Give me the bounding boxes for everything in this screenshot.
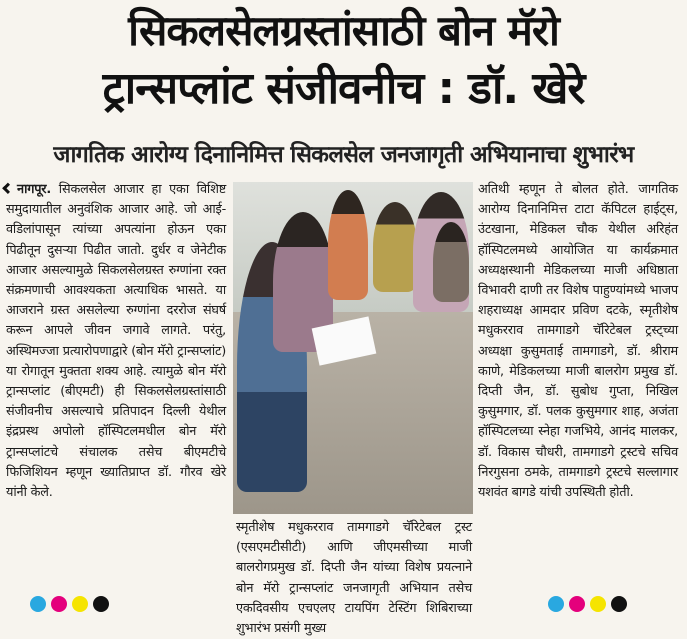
cyan-dot	[548, 596, 564, 612]
article-text-col1: सिकलसेल आजार हा एका विशिष्ट समुदायातील अनुवंशिक आजार आहे. जो आई-वडिलांपासून त्यांच्या अपत्यांना होऊन एका पिढीतून दुसऱ्या पिढीत जातो. दुर्धर व जेनेटीक आजार असल्यामुळे सिकलसेलग्रस्त रुग्णांना रक्त संक्रमणाची आवश्यकता अत्याधिक भासते. या आजराने ग्रस्त असलेल्या रुग्णांना दररोज संघर्ष करून आपले जीवन जगावे लागते. परंतु, अस्थिमज्जा प्रत्यारोपणाद्वारे (बोन मॅरो ट्रान्सप्लांट) या रोगातून मुक्तता शक्य आहे. त्यामुळे बोन मॅरो ट्रान्सप्लांट (बीएमटी) ही सिकलसेलग्रस्तांसाठी संजीवनीच असल्याचे प्रतिपादन दिल्ली येथील इंद्रप्रस्थ अपोलो हॉस्पिटलमधील बोन मॅरो ट्रान्सप्लांटचे संचालक तसेच बीएमटीचे फिजिशियन म्हणून ख्यातिप्राप्त डॉ. गौरव खेरे यांनी केले.	[6, 182, 226, 501]
article-text-col3: अतिथी म्हणून ते बोलत होते. जागतिक आरोग्य दिनानिमित्त टाटा कॅपिटल हाईट्स, उंटखाना, मेडिकल चौक येथील अरिहंत हॉस्पिटलमध्ये आयोजित या कार्यक्रमात अध्यक्षस्थानी मेडिकलच्या माजी अधिष्ठाता विभावरी दाणी तर विशेष पाहुण्यांमध्ये भाजप शहराध्यक्ष आमदार प्रविण दटके, स्मृतीशेष मधुकरराव तामगाडगे चॅरिटेबल ट्रस्ट्च्या अध्यक्षा कुसुमताई तामगाडगे, डॉ. श्रीराम काणे, मेडिकलच्या माजी बालरोग प्रमुख डॉ. दिप्ती जैन, डॉ. सुबोध गुप्ता, निखिल कुसुमगार, डॉ. पलक कुसुमगार शाह, अजंता हॉस्पिटलच्या स्नेहा गजभिये, आनंद मालकर, डॉ. विकास चौधरी, तामगाडगे ट्रस्टचे सचिव निरगुसना ठमके, तामगाडगे ट्रस्टचे सल्लागार यशवंत बागडे यांची उपस्थिती होती.	[478, 182, 678, 501]
magenta-dot	[51, 596, 67, 612]
article-column-3	[478, 180, 678, 503]
magenta-dot	[569, 596, 585, 612]
headline-line-2: ट्रान्सप्लांट संजीवनीच : डॉ. खेरे	[102, 63, 585, 114]
cyan-dot	[30, 596, 46, 612]
photo-person-6	[433, 222, 469, 302]
article-column-2	[236, 518, 472, 639]
print-color-marks-right	[548, 596, 627, 608]
article-text-col2: स्मृतीशेष मधुकरराव तामगाडगे चॅरिटेबल ट्रस्ट (एसएमटीसीटी) आणि जीएमसीच्या माजी बालरोगप्रमुख डॉ. दिप्ती जैन यांच्या विशेष प्रयत्नाने बोन मॅरो ट्रान्सप्लांट जनजागृती अभियान तसेच एकदिवसीय एचएलए टायपिंग टेस्टिंग शिबिराच्या शुभारंभ प्रसंगी मुख्य	[236, 520, 472, 637]
dateline-marker-icon	[2, 183, 13, 194]
black-dot	[611, 596, 627, 612]
black-dot	[93, 596, 109, 612]
photo-person-3	[328, 190, 368, 300]
headline-line-1: सिकलसेलग्रस्तांसाठी बोन मॅरो	[128, 6, 559, 55]
subheadline: जागतिक आरोग्य दिनानिमित्त सिकलसेल जनजागृती अभियानाचा शुभारंभ	[53, 142, 634, 168]
dateline: नागपूर.	[17, 182, 51, 197]
article-column-1	[6, 180, 226, 503]
photo-person-4	[373, 202, 417, 292]
yellow-dot	[72, 596, 88, 612]
print-color-marks-left	[30, 596, 109, 608]
article-photo	[233, 182, 473, 514]
yellow-dot	[590, 596, 606, 612]
